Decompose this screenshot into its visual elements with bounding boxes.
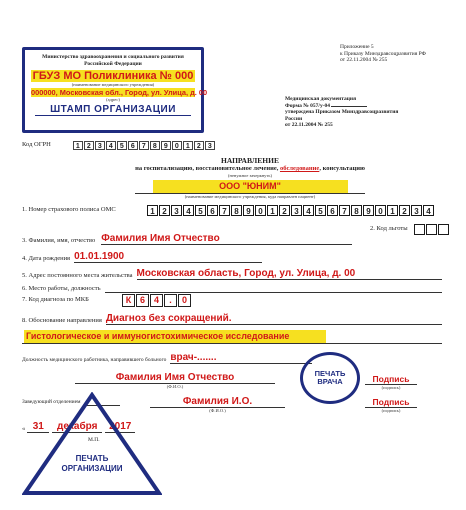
doctor-row xyxy=(22,352,312,364)
ogrn-digit-cell[interactable]: 1 xyxy=(73,141,83,150)
form-info-line-5: от 22.11.2004 № 255 xyxy=(285,122,333,129)
reason-value[interactable]: Диагноз без сокращений. xyxy=(106,313,442,325)
address-row xyxy=(22,268,442,280)
policy-digit-cell[interactable]: 4 xyxy=(423,205,434,216)
head-signature-block xyxy=(365,397,417,413)
benefit-code-cell[interactable] xyxy=(414,224,425,235)
policy-label: 1. Номер страхового полиса ОМС xyxy=(22,206,116,214)
fio-value[interactable]: Фамилия Имя Отчество xyxy=(101,233,352,245)
ogrn-digit-cell[interactable]: 9 xyxy=(161,141,171,150)
policy-digit-cell[interactable]: 2 xyxy=(159,205,170,216)
policy-digit-cell[interactable]: 1 xyxy=(387,205,398,216)
ogrn-digit-cell[interactable]: 6 xyxy=(128,141,138,150)
policy-digit-cell[interactable]: 2 xyxy=(279,205,290,216)
ogrn-digit-cell[interactable]: 5 xyxy=(117,141,127,150)
ogrn-digit-cell[interactable]: 7 xyxy=(139,141,149,150)
policy-digit-cell[interactable]: 0 xyxy=(255,205,266,216)
doctor-signature[interactable]: Подпись xyxy=(365,374,417,385)
form-info-line-4: России xyxy=(285,115,303,122)
form-info-line-1: Медицинская документация xyxy=(285,96,357,102)
benefit-code-cell[interactable] xyxy=(438,224,449,235)
policy-digit-cell[interactable]: 3 xyxy=(291,205,302,216)
mp-label: М.П. xyxy=(88,437,100,443)
doctor-sig-caption: (подпись) xyxy=(381,385,401,390)
ogrn-digit-cell[interactable]: 0 xyxy=(172,141,182,150)
doctor-stamp xyxy=(300,352,360,404)
mkb-cells xyxy=(122,294,192,307)
policy-digit-cell[interactable]: 9 xyxy=(363,205,374,216)
address-label: 5. Адрес постоянного места жительства xyxy=(22,271,133,279)
birth-label: 4. Дата рождения xyxy=(22,254,71,262)
doctor-name[interactable]: Фамилия Имя Отчество xyxy=(75,372,275,384)
birth-row xyxy=(22,251,262,263)
reason-line-2 xyxy=(22,343,442,344)
ogrn-row xyxy=(22,141,216,150)
appendix-line-3: от 22.11.2004 № 255 xyxy=(340,57,388,64)
policy-digit-cell[interactable]: 3 xyxy=(171,205,182,216)
head-sig-caption: (подпись) xyxy=(381,408,401,413)
date-quote: « xyxy=(22,424,26,432)
policy-digit-cell[interactable]: 1 xyxy=(267,205,278,216)
policy-digit-cell[interactable]: 6 xyxy=(207,205,218,216)
form-info-line-3: утверждена Приказом Минздравсоцразвития xyxy=(285,109,399,116)
head-label: Заведующий отделением xyxy=(22,399,81,406)
doctor-stamp-text: ПЕЧАТЬ ВРАЧА xyxy=(314,368,346,386)
org-caption: (наименование медицинского учреждения) xyxy=(71,82,155,88)
work-value[interactable] xyxy=(105,284,442,293)
benefit-label: 2. Код льготы xyxy=(370,225,408,233)
ogrn-cells xyxy=(73,141,216,150)
policy-digit-cell[interactable]: 8 xyxy=(231,205,242,216)
doctor-signature-block xyxy=(365,374,417,390)
policy-cells xyxy=(147,205,435,216)
org-name: ГБУЗ МО Поликлиника № 000 xyxy=(32,70,194,83)
head-name[interactable]: Фамилия И.О. xyxy=(150,396,285,408)
ogrn-digit-cell[interactable]: 4 xyxy=(106,141,116,150)
policy-digit-cell[interactable]: 8 xyxy=(351,205,362,216)
ministry-text: Министерство здравоохранения и социального развития Российской Федерации xyxy=(42,54,184,67)
organization-stamp-block xyxy=(22,47,208,133)
reason-value-2[interactable]: Гистологическое и иммуногистохимическое исследование xyxy=(24,330,326,343)
policy-digit-cell[interactable]: 3 xyxy=(411,205,422,216)
doctor-fio-caption: (Ф.И.О.) xyxy=(166,384,184,389)
policy-digit-cell[interactable]: 1 xyxy=(147,205,158,216)
benefit-cells xyxy=(414,224,450,235)
address-value[interactable]: Московская область, Город, ул. Улица, д. 00 xyxy=(137,268,442,280)
mkb-code-cell[interactable]: . xyxy=(164,294,177,307)
mkb-code-cell[interactable]: 0 xyxy=(178,294,191,307)
org-address: 000000, Московская обл., Город, ул. Улица, д. 00 xyxy=(31,88,208,98)
doctor-name-block xyxy=(75,372,275,389)
fio-label: 3. Фамилия, имя, отчество xyxy=(22,236,96,244)
target-org-caption: (наименование медицинского учреждения, куда направлен пациент) xyxy=(135,193,365,199)
benefit-row xyxy=(370,224,450,235)
ogrn-digit-cell[interactable]: 2 xyxy=(194,141,204,150)
org-stamp-text: ПЕЧАТЬ ОРГАНИЗАЦИИ xyxy=(61,454,123,473)
policy-digit-cell[interactable]: 5 xyxy=(195,205,206,216)
benefit-code-cell[interactable] xyxy=(426,224,437,235)
birth-value[interactable]: 01.01.1900 xyxy=(74,251,262,263)
mkb-code-cell[interactable]: 4 xyxy=(150,294,163,307)
policy-digit-cell[interactable]: 4 xyxy=(303,205,314,216)
mkb-code-cell[interactable]: 6 xyxy=(136,294,149,307)
work-label: 6. Место работы, должность xyxy=(22,284,101,292)
ogrn-label: Код ОГРН xyxy=(22,141,51,149)
date-month[interactable]: декабря xyxy=(52,421,102,433)
doctor-position[interactable]: врач-....... xyxy=(170,352,312,364)
target-org: ООО "ЮНИМ" xyxy=(153,180,348,193)
appendix-line-1: Приложение 5 xyxy=(340,44,374,50)
form-info-block xyxy=(285,96,425,129)
stamp-label: ШТАМП ОРГАНИЗАЦИИ xyxy=(35,104,191,116)
form-title: НАПРАВЛЕНИЕ xyxy=(221,156,279,165)
work-row xyxy=(22,284,442,293)
policy-digit-cell[interactable]: 2 xyxy=(399,205,410,216)
policy-digit-cell[interactable]: 6 xyxy=(327,205,338,216)
policy-digit-cell[interactable]: 5 xyxy=(315,205,326,216)
reason-label: 8. Обоснование направления xyxy=(22,316,102,324)
doctor-label: Должность медицинского работника, направившего больного xyxy=(22,357,167,364)
address-caption: (адрес) xyxy=(106,97,120,103)
policy-row xyxy=(22,205,435,216)
ogrn-digit-cell[interactable]: 2 xyxy=(84,141,94,150)
policy-digit-cell[interactable]: 7 xyxy=(219,205,230,216)
ogrn-digit-cell[interactable]: 1 xyxy=(183,141,193,150)
policy-digit-cell[interactable]: 0 xyxy=(375,205,386,216)
mkb-row xyxy=(22,294,192,307)
date-year[interactable]: 2017 xyxy=(105,421,135,433)
mkb-label: 7. Код диагноза по МКБ xyxy=(22,296,89,304)
form-info-line-2: Форма № 057/у-04 xyxy=(285,103,425,110)
mkb-code-cell[interactable]: К xyxy=(122,294,135,307)
policy-digit-cell[interactable]: 4 xyxy=(183,205,194,216)
reason-row xyxy=(22,313,442,325)
ogrn-digit-cell[interactable]: 8 xyxy=(150,141,160,150)
ogrn-digit-cell[interactable]: 3 xyxy=(205,141,215,150)
form-purpose: на госпитализацию, восстановительное лечение, обследование, консультацию xyxy=(135,165,365,172)
head-signature[interactable]: Подпись xyxy=(365,397,417,408)
title-block xyxy=(60,156,440,199)
ogrn-digit-cell[interactable]: 3 xyxy=(95,141,105,150)
appendix-line-2: к Приказу Минздравсоцразвития РФ xyxy=(340,50,426,57)
fio-row xyxy=(22,233,352,245)
policy-digit-cell[interactable]: 7 xyxy=(339,205,350,216)
head-fio-caption: (Ф.И.О.) xyxy=(209,408,226,413)
purpose-caption: (ненужное зачеркнуть) xyxy=(228,173,272,179)
policy-digit-cell[interactable]: 9 xyxy=(243,205,254,216)
date-day[interactable]: 31 xyxy=(27,421,49,433)
organization-triangle-stamp xyxy=(22,392,162,496)
appendix-block xyxy=(340,44,460,64)
head-name-block xyxy=(150,396,285,413)
